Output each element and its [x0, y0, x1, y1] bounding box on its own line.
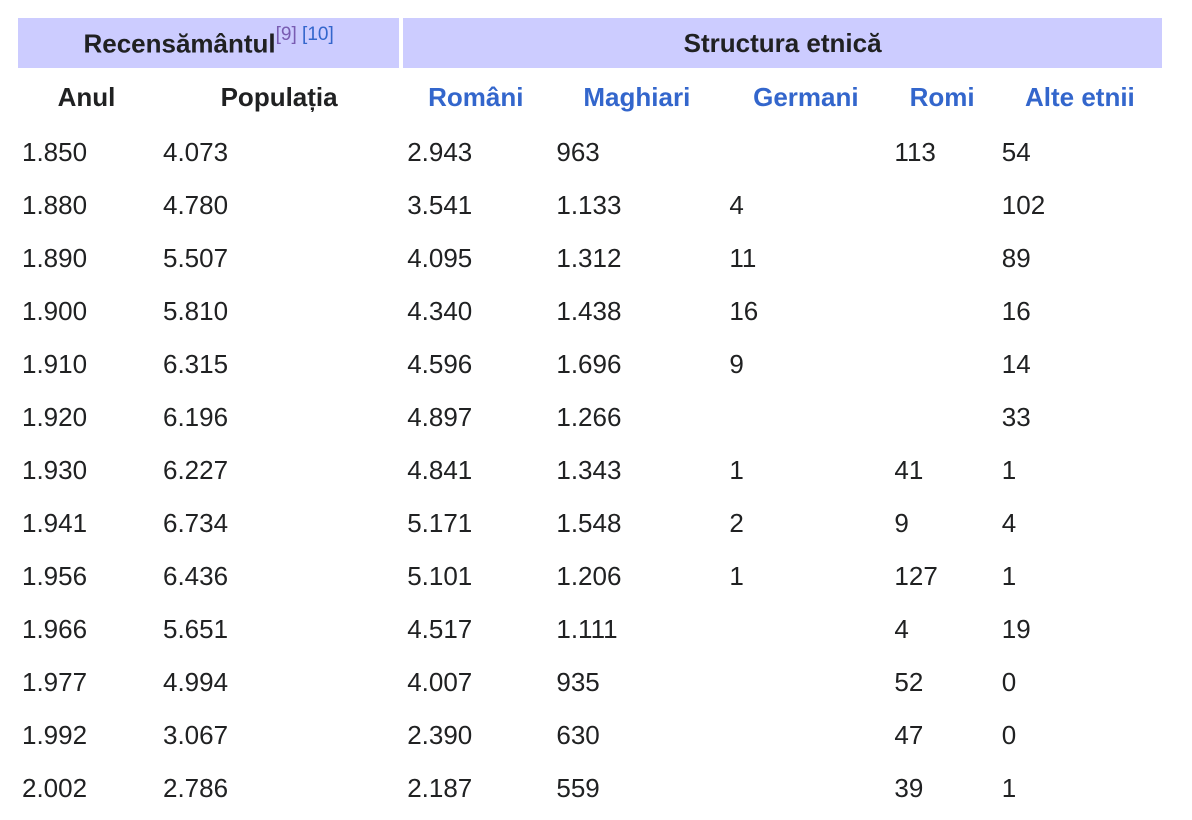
- cell-hungarians: 630: [556, 720, 600, 750]
- table-row: [18, 603, 1162, 656]
- cell-germans: [725, 656, 886, 709]
- cell-hungarians: 1.312: [556, 243, 622, 273]
- cell-year: 1.930: [22, 455, 88, 485]
- cell-roma: 9: [894, 508, 909, 538]
- column-header-population: Populația: [220, 81, 338, 112]
- cell-population: 6.734: [163, 508, 229, 538]
- cell-germans: 11: [729, 243, 757, 273]
- cell-population: 4.073: [163, 137, 229, 167]
- cell-hungarians: 1.111: [556, 614, 618, 644]
- cell-roma: [890, 285, 993, 338]
- cell-other-ethnicities: 4: [1001, 508, 1017, 538]
- cell-population: 3.067: [163, 720, 229, 750]
- cell-year: 1.992: [22, 720, 88, 750]
- cell-hungarians: 1.696: [556, 349, 622, 379]
- cell-romanians: 2.943: [407, 137, 473, 167]
- cell-germans: 1: [729, 455, 744, 485]
- table-row: [18, 391, 1162, 444]
- cell-population: 6.315: [163, 349, 229, 379]
- cell-germans: [725, 603, 886, 656]
- cell-hungarians: 1.548: [556, 508, 622, 538]
- census-group-header: [18, 18, 399, 68]
- cell-romanians: 5.101: [407, 561, 473, 591]
- cell-other-ethnicities: 14: [1001, 349, 1031, 379]
- cell-hungarians: 1.133: [556, 190, 622, 220]
- table-row: [18, 338, 1162, 391]
- cell-germans: 16: [729, 296, 759, 326]
- cell-hungarians: 935: [556, 667, 600, 697]
- cell-roma: 47: [894, 720, 924, 750]
- cell-romanians: 4.340: [407, 296, 473, 326]
- cell-other-ethnicities: 1: [1001, 773, 1017, 803]
- cell-year: 1.920: [22, 402, 88, 432]
- ethnic-structure-group-header: Structura etnică: [403, 18, 1162, 68]
- cell-roma: 4: [894, 614, 909, 644]
- cell-other-ethnicities: 0: [1001, 667, 1017, 697]
- cell-hungarians: 1.206: [556, 561, 622, 591]
- column-header-hungarians-link[interactable]: Maghiari: [583, 81, 691, 112]
- census-references: [276, 24, 334, 45]
- cell-other-ethnicities: 1: [1001, 455, 1017, 485]
- column-header-year: Anul: [57, 81, 116, 112]
- group-header-row: [18, 18, 1162, 68]
- cell-romanians: 2.187: [407, 773, 473, 803]
- cell-romanians: 4.897: [407, 402, 473, 432]
- cell-roma: 127: [894, 561, 938, 591]
- table-row: [18, 497, 1162, 550]
- cell-roma: 41: [894, 455, 924, 485]
- census-table-container: [18, 18, 1166, 815]
- cell-roma: 52: [894, 667, 924, 697]
- cell-other-ethnicities: 16: [1001, 296, 1031, 326]
- census-header-label: Recensământul: [83, 28, 276, 59]
- cell-population: 6.196: [163, 402, 229, 432]
- cell-other-ethnicities: 102: [1001, 190, 1046, 220]
- cell-romanians: 4.095: [407, 243, 473, 273]
- column-header-roma-link[interactable]: Romi: [909, 81, 975, 112]
- cell-germans: [725, 762, 886, 815]
- cell-year: 1.890: [22, 243, 88, 273]
- table-row: [18, 126, 1162, 179]
- cell-germans: 4: [729, 190, 744, 220]
- cell-germans: [725, 391, 886, 444]
- cell-year: 2.002: [22, 773, 88, 803]
- cell-population: 4.780: [163, 190, 229, 220]
- cell-hungarians: 1.266: [556, 402, 622, 432]
- cell-population: 5.507: [163, 243, 229, 273]
- table-row: [18, 179, 1162, 232]
- cell-roma: [890, 338, 993, 391]
- cell-year: 1.966: [22, 614, 88, 644]
- cell-romanians: 4.007: [407, 667, 473, 697]
- cell-roma: [890, 391, 993, 444]
- cell-romanians: 3.541: [407, 190, 473, 220]
- cell-population: 2.786: [163, 773, 229, 803]
- column-header-romanians-link[interactable]: Români: [428, 81, 524, 112]
- cell-germans: [725, 709, 886, 762]
- cell-romanians: 2.390: [407, 720, 473, 750]
- table-row: [18, 656, 1162, 709]
- table-row: [18, 550, 1162, 603]
- table-row: [18, 709, 1162, 762]
- cell-population: 4.994: [163, 667, 229, 697]
- reference-9-link[interactable]: [9]: [275, 23, 297, 45]
- table-row: [18, 232, 1162, 285]
- table-row: [18, 444, 1162, 497]
- cell-other-ethnicities: 1: [1001, 561, 1017, 591]
- cell-population: 6.436: [163, 561, 229, 591]
- cell-year: 1.977: [22, 667, 88, 697]
- cell-population: 5.651: [163, 614, 229, 644]
- cell-germans: [725, 126, 886, 179]
- table-row: [18, 762, 1162, 815]
- census-ethnic-table: [14, 18, 1166, 815]
- cell-year: 1.956: [22, 561, 88, 591]
- cell-hungarians: 963: [556, 137, 600, 167]
- cell-roma: 39: [894, 773, 924, 803]
- cell-year: 1.941: [22, 508, 88, 538]
- cell-roma: [890, 179, 993, 232]
- cell-germans: 2: [729, 508, 744, 538]
- reference-10-link[interactable]: [10]: [302, 23, 334, 45]
- table-body: [18, 126, 1162, 815]
- cell-roma: [890, 232, 993, 285]
- cell-other-ethnicities: 54: [1001, 137, 1031, 167]
- cell-roma: 113: [894, 137, 936, 167]
- cell-other-ethnicities: 19: [1001, 614, 1031, 644]
- cell-hungarians: 1.343: [556, 455, 622, 485]
- column-header-other-ethnicities-link[interactable]: Alte etnii: [1024, 81, 1135, 112]
- cell-romanians: 5.171: [407, 508, 473, 538]
- cell-romanians: 4.596: [407, 349, 473, 379]
- cell-other-ethnicities: 89: [1001, 243, 1031, 273]
- cell-germans: 9: [729, 349, 744, 379]
- table-row: [18, 285, 1162, 338]
- cell-year: 1.850: [22, 137, 88, 167]
- cell-romanians: 4.517: [407, 614, 473, 644]
- cell-population: 6.227: [163, 455, 229, 485]
- cell-other-ethnicities: 33: [1001, 402, 1031, 432]
- cell-hungarians: 1.438: [556, 296, 622, 326]
- cell-population: 5.810: [163, 296, 229, 326]
- column-header-row: [18, 68, 1162, 126]
- cell-year: 1.880: [22, 190, 88, 220]
- cell-romanians: 4.841: [407, 455, 473, 485]
- cell-germans: 1: [729, 561, 744, 591]
- cell-other-ethnicities: 0: [1001, 720, 1017, 750]
- cell-year: 1.910: [22, 349, 88, 379]
- cell-hungarians: 559: [556, 773, 600, 803]
- column-header-germans-link[interactable]: Germani: [753, 81, 859, 112]
- cell-year: 1.900: [22, 296, 88, 326]
